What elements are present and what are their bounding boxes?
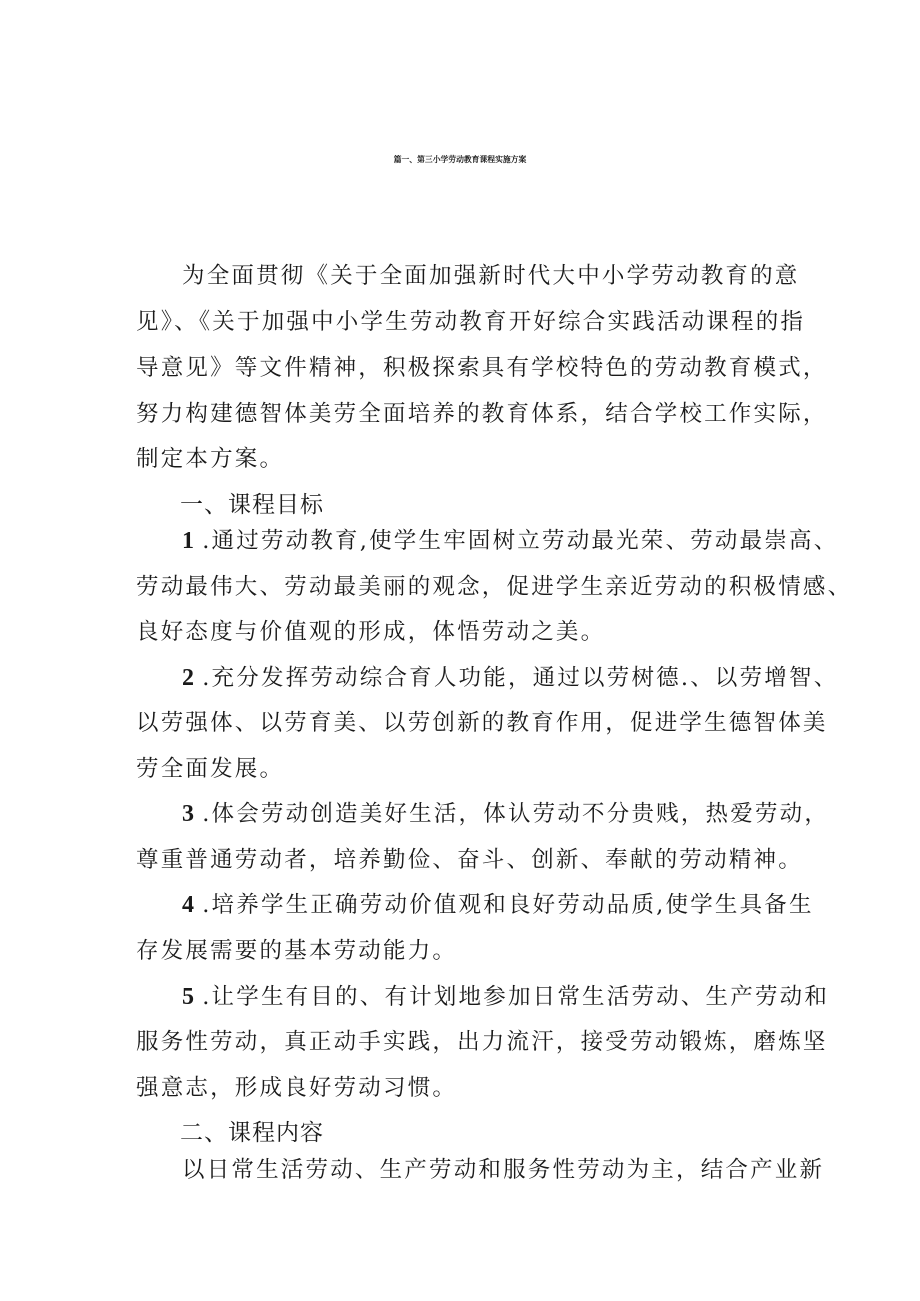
goal-2-line-2: 以劳强体、以劳育美、以劳创新的教育作用，促进学生德智体美	[136, 710, 828, 736]
intro-line-5: 制定本方案。	[136, 446, 285, 472]
goal-4-number: 4	[182, 892, 197, 918]
goal-5-line-2: 服务性劳动，真正动手实践，出力流汗，接受劳动锻炼，磨炼坚	[136, 1029, 828, 1055]
goal-2-line-3: 劳全面发展。	[136, 756, 285, 782]
goal-4-line-1: 4 .培养学生正确劳动价值观和良好劳动品质,使学生具备生	[182, 892, 814, 918]
goal-2-line-1: 2 .充分发挥劳动综合育人功能，通过以劳树德.、以劳增智、	[182, 665, 839, 691]
document-title: 篇一、第三小学劳动教育课程实施方案	[393, 155, 527, 164]
goal-1-line-2: 劳动最伟大、劳动最美丽的观念，促进学生亲近劳动的积极情感、	[136, 574, 853, 600]
intro-line-1: 为全面贯彻《关于全面加强新时代大中小学劳动教育的意	[182, 263, 800, 289]
goal-1-number: 1	[182, 528, 197, 554]
goal-3-line-2: 尊重普通劳动者，培养勤俭、奋斗、创新、奉献的劳动精神。	[136, 847, 803, 873]
goal-1-line-3: 良好态度与价值观的形成，体悟劳动之美。	[136, 619, 606, 645]
intro-line-4: 努力构建德智体美劳全面培养的教育体系，结合学校工作实际，	[136, 401, 828, 427]
goal-3-number: 3	[182, 801, 197, 827]
intro-line-2: 见》、《关于加强中小学生劳动教育开好综合实践活动课程的指	[136, 309, 806, 335]
goal-5-line-1: 5 .让学生有目的、有计划地参加日常生活劳动、生产劳动和	[182, 984, 830, 1010]
section1-heading: 一、课程目标	[180, 492, 324, 518]
goal-1-line-1: 1 .通过劳动教育,使学生牢固树立劳动最光荣、劳动最崇高、	[182, 528, 839, 554]
goal-4-line-2: 存发展需要的基本劳动能力。	[136, 938, 458, 964]
goal-3-line-1: 3 .体会劳动创造美好生活，体认劳动不分贵贱，热爱劳动，	[182, 801, 830, 827]
section2-line-1: 以日常生活劳动、生产劳动和服务性劳动为主，结合产业新	[182, 1157, 825, 1183]
goal-5-number: 5	[182, 984, 197, 1010]
section2-heading: 二、课程内容	[180, 1120, 324, 1146]
goal-5-line-3: 强意志，形成良好劳动习惯。	[136, 1075, 458, 1101]
intro-line-3: 导意见》等文件精神，积极探索具有学校特色的劳动教育模式，	[136, 355, 828, 381]
goal-2-number: 2	[182, 665, 197, 691]
